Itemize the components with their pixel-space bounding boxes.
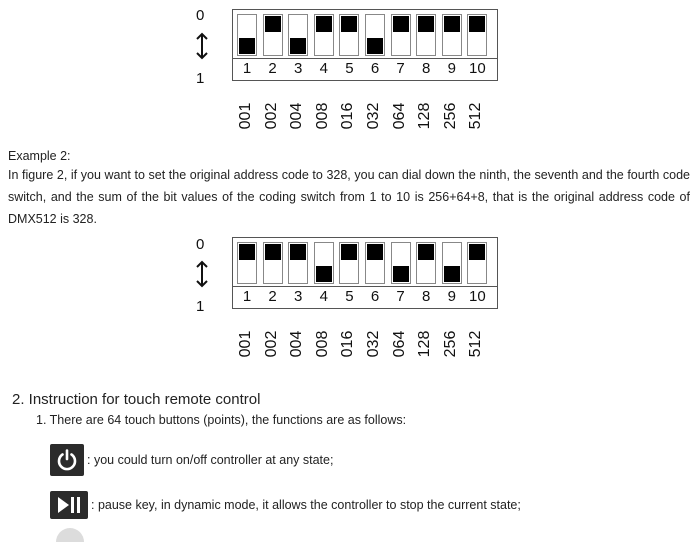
bit-value: 032 <box>365 330 382 358</box>
dip-switch-10 <box>467 14 487 56</box>
bit-value: 002 <box>262 330 280 358</box>
dip-switch-5 <box>339 14 359 56</box>
bit-value: 128 <box>416 102 434 130</box>
dip-switch-2 <box>263 242 283 284</box>
bit-value: 016 <box>339 330 357 358</box>
switch-number: 10 <box>469 288 486 305</box>
dip-switch-knob <box>290 244 306 260</box>
bit-value: 512 <box>467 102 485 130</box>
switch-number: 5 <box>345 288 354 305</box>
dip-switch-knob <box>341 16 357 32</box>
up-down-arrow-icon <box>195 32 209 60</box>
power-icon <box>50 444 84 476</box>
dip-switch-knob <box>469 16 485 32</box>
dip-switch-3 <box>288 242 308 284</box>
pause-button-description: : pause key, in dynamic mode, it allows the controller to stop the current state; <box>91 498 521 512</box>
dip-switch-10 <box>467 242 487 284</box>
switch-number: 3 <box>294 60 303 77</box>
switch-number: 8 <box>422 60 431 77</box>
list-item: 1. There are 64 touch buttons (points), the functions are as follows: <box>36 413 407 427</box>
bit-value: 064 <box>390 102 408 130</box>
dip-switch-3 <box>288 14 308 56</box>
dip-switch-9 <box>442 242 462 284</box>
dip-switch-knob <box>393 16 409 32</box>
dip-switch-6 <box>365 242 385 284</box>
switch-number: 1 <box>242 288 252 305</box>
switch-number: 7 <box>396 288 405 305</box>
bit-value: 008 <box>313 102 331 130</box>
switch-number: 5 <box>345 60 354 77</box>
dip-switch-4 <box>314 14 334 56</box>
dip-switch-row <box>232 9 498 59</box>
example-body: In figure 2, if you want to set the original address code to 328, you can dial down the ninth, the seventh and the fourth code switch, and the sum of the bit values of the coding switch from 1 to 10 is 256+64+8, that is the original address code of DMX512 is 328. <box>8 168 690 226</box>
switch-number: 8 <box>422 288 431 305</box>
dip-switch-knob <box>265 16 281 32</box>
dip-switch-7 <box>391 14 411 56</box>
dip-switch-knob <box>290 38 306 54</box>
switch-number: 9 <box>447 60 456 77</box>
state-label-1: 1 <box>196 298 205 315</box>
dip-switch-8 <box>416 14 436 56</box>
dip-switch-figure-2 <box>0 232 694 362</box>
dip-switch-7 <box>391 242 411 284</box>
switch-number: 6 <box>370 288 380 305</box>
bit-value: 008 <box>313 330 331 358</box>
dip-switch-knob <box>341 244 357 260</box>
dip-switch-knob <box>265 244 281 260</box>
switch-number-row <box>232 59 498 81</box>
power-button-description: : you could turn on/off controller at any state; <box>87 453 334 467</box>
section-heading: 2. Instruction for touch remote control <box>12 391 261 408</box>
dip-switch-4 <box>314 242 334 284</box>
bit-value: 001 <box>237 102 254 130</box>
switch-number: 4 <box>319 288 328 305</box>
bit-value-row <box>232 96 498 136</box>
dip-switch-2 <box>263 14 283 56</box>
bit-value: 128 <box>416 330 434 358</box>
switch-number: 2 <box>268 60 277 77</box>
bit-value: 032 <box>365 102 382 130</box>
dip-switch-1 <box>237 242 257 284</box>
dip-switch-knob <box>316 266 332 282</box>
dip-switch-9 <box>442 14 462 56</box>
dip-switch-knob <box>418 244 434 260</box>
partial-icon <box>56 528 84 542</box>
dip-switch-5 <box>339 242 359 284</box>
dip-switch-knob <box>239 38 255 54</box>
dip-switch-knob <box>444 266 460 282</box>
dip-switch-knob <box>316 16 332 32</box>
state-label-1: 1 <box>196 70 205 87</box>
bit-value: 004 <box>288 102 306 130</box>
dip-switch-1 <box>237 14 257 56</box>
bit-value: 001 <box>237 330 254 358</box>
bit-value: 256 <box>441 330 459 358</box>
bit-value: 004 <box>288 330 306 358</box>
dip-switch-knob <box>418 16 434 32</box>
dip-switch-knob <box>367 38 383 54</box>
switch-number: 1 <box>242 60 252 77</box>
bit-value: 064 <box>390 330 408 358</box>
dip-switch-knob <box>469 244 485 260</box>
switch-number: 9 <box>447 288 456 305</box>
dip-switch-knob <box>367 244 383 260</box>
bit-value: 256 <box>441 102 459 130</box>
switch-number: 2 <box>268 288 277 305</box>
play-pause-icon <box>50 491 88 519</box>
dip-switch-knob <box>239 244 255 260</box>
bit-value: 002 <box>262 102 280 130</box>
switch-number: 7 <box>396 60 405 77</box>
dip-switch-8 <box>416 242 436 284</box>
dip-switch-row <box>232 237 498 287</box>
switch-number: 4 <box>319 60 328 77</box>
power-button-row <box>50 444 333 476</box>
state-label-0: 0 <box>196 7 205 24</box>
dip-switch-knob <box>393 266 409 282</box>
state-label-0: 0 <box>196 236 205 253</box>
dip-switch-figure-1 <box>0 0 694 140</box>
switch-number-row <box>232 287 498 309</box>
dip-switch-knob <box>444 16 460 32</box>
bit-value: 512 <box>467 330 485 358</box>
bit-value-row <box>232 324 498 364</box>
bit-value: 016 <box>339 102 357 130</box>
switch-number: 3 <box>294 288 303 305</box>
up-down-arrow-icon <box>195 260 209 288</box>
pause-button-row <box>50 489 521 521</box>
switch-number: 6 <box>370 60 380 77</box>
example-title: Example 2: <box>8 149 71 163</box>
dip-switch-6 <box>365 14 385 56</box>
switch-number: 10 <box>469 60 486 77</box>
